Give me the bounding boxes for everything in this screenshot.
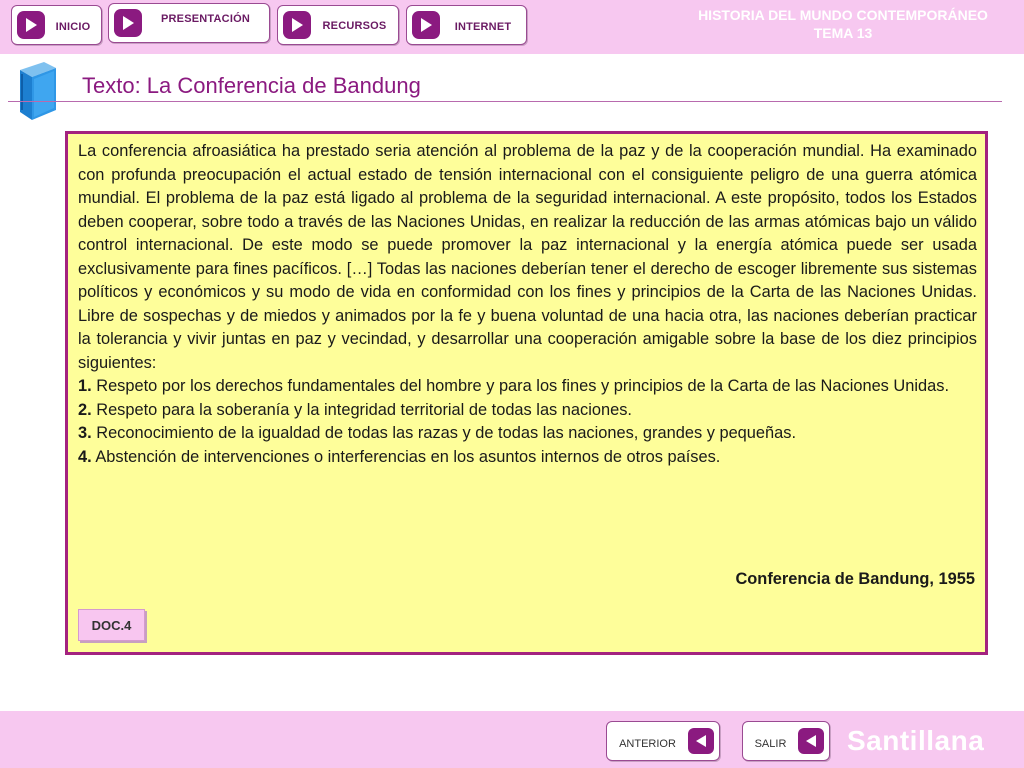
principle-number: 3.	[78, 424, 92, 442]
document-panel	[65, 131, 988, 655]
play-icon	[17, 11, 45, 39]
document-body	[78, 140, 977, 469]
principle-text: Respeto para la soberanía y la integridad territorial de todas las naciones.	[91, 400, 632, 419]
play-icon	[283, 11, 311, 39]
salir-button[interactable]	[742, 721, 830, 761]
document-source: Conferencia de Bandung, 1955	[735, 570, 975, 588]
salir-label: SALIR	[754, 737, 787, 750]
recursos-button[interactable]	[277, 5, 399, 45]
top-navigation-bar	[0, 0, 1024, 54]
play-icon	[114, 9, 142, 37]
book-icon	[14, 60, 60, 122]
play-icon	[412, 11, 440, 39]
principle-text: Respeto por los derechos fundamentales del hombre y para los fines y principios de la Carta de las Naciones Unidas.	[91, 377, 950, 395]
principle-item	[78, 446, 977, 470]
presentacion-label: PRESENTACIÓN	[161, 13, 250, 25]
page-title: Texto: La Conferencia de Bandung	[82, 73, 421, 98]
anterior-label: ANTERIOR	[619, 737, 676, 750]
internet-button[interactable]	[406, 5, 527, 45]
internet-label: INTERNET	[454, 21, 512, 33]
principle-item	[78, 375, 977, 399]
back-arrow-icon	[688, 728, 714, 754]
bottom-navigation-bar	[0, 711, 1024, 768]
principle-text: Reconocimiento de la igualdad de todas las razas y de todas las naciones, grandes y pequeñas.	[91, 424, 797, 442]
course-title: HISTORIA DEL MUNDO CONTEMPORÁNEO	[698, 7, 988, 23]
principle-number: 4.	[78, 447, 92, 466]
back-arrow-icon	[798, 728, 824, 754]
principle-number: 1.	[78, 377, 92, 395]
principle-item	[78, 399, 977, 423]
principle-text: Abstención de intervenciones o interferencias en los asuntos internos de otros países.	[91, 447, 721, 466]
title-divider	[8, 101, 1002, 102]
unit-title: TEMA 13	[813, 25, 873, 41]
principle-number: 2.	[78, 400, 92, 419]
presentacion-button[interactable]	[108, 3, 270, 43]
recursos-label: RECURSOS	[322, 20, 387, 32]
brand-logo: Santillana	[847, 725, 985, 756]
document-tag: DOC.4	[78, 609, 145, 641]
anterior-button[interactable]	[606, 721, 720, 761]
course-header	[633, 6, 1024, 42]
principle-item	[78, 422, 977, 446]
document-intro: La conferencia afroasiática ha prestado seria atención al problema de la paz y de la cooperación mundial. Ha examinado con profunda preocupación el actual estado de tensión internacional con el consiguiente peligro de una guerra atómica mundial. El problema de la paz está ligado al problema de la seguridad internacional. A este propósito, todos los Estados deben cooperar, sobre todo a través de las Naciones Unidas, en realizar la reducción de las armas atómicas bajo un válido control internacional. De este modo se puede promover la paz internacional y la energía atómica puede ser usada exclusivamente para fines pacíficos. […] Todas las naciones deberían tener el derecho de escoger libremente sus sistemas políticos y económicos y su modo de vida en conformidad con los fines y principios de la Carta de las Naciones Unidas. Libre de sospechas y de miedos y animados por la fe y buena voluntad de una hacia otra, las naciones deberían practicar la tolerancia y vivir juntas en paz y vecindad, y desarrollar una cooperación amigable sobre la base de los diez principios siguientes:	[78, 142, 977, 372]
inicio-label: INICIO	[55, 21, 91, 33]
inicio-button[interactable]	[11, 5, 102, 45]
